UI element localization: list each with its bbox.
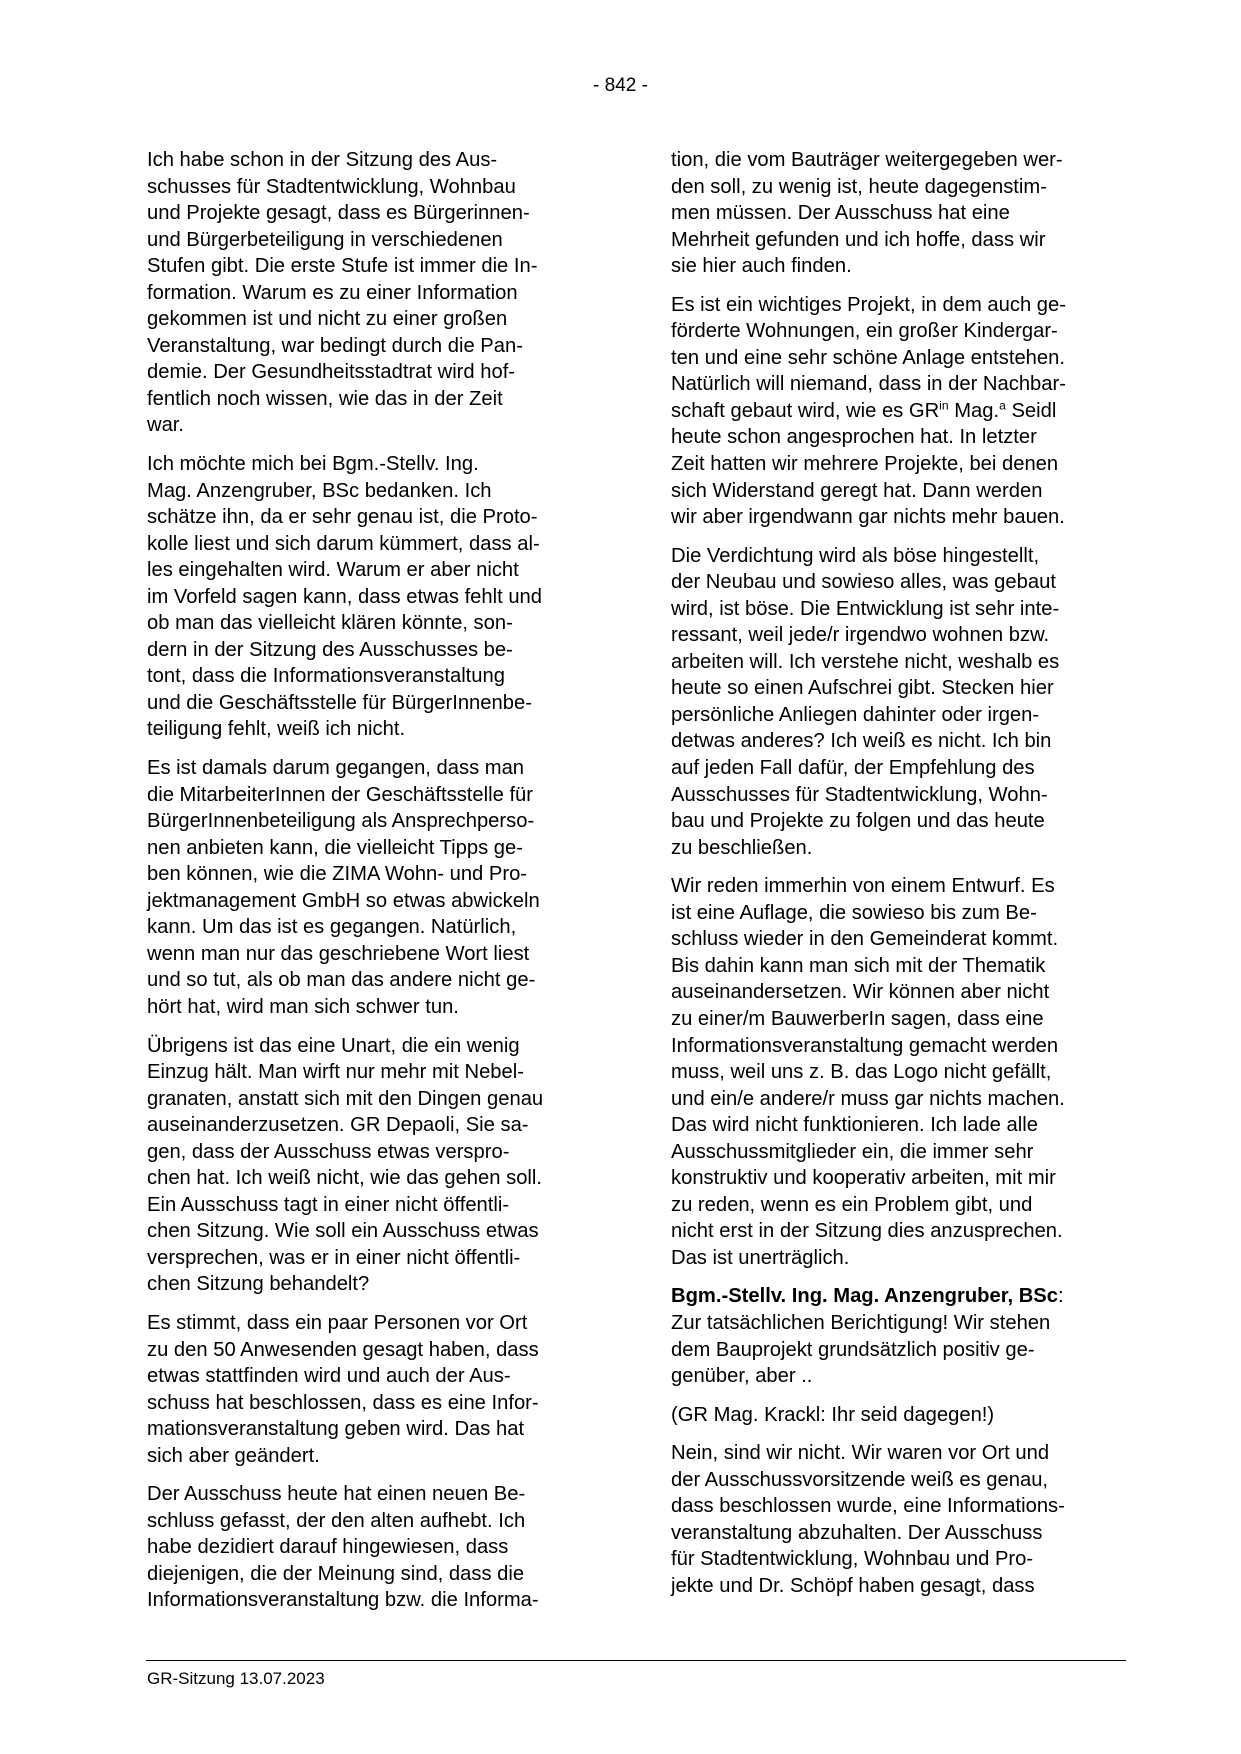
text-line: Natürlich will niemand, dass in der Nachbar- — [671, 373, 1066, 396]
text-line: Ausschussmitglieder ein, die immer sehr — [671, 1140, 1034, 1163]
paragraph — [147, 451, 601, 743]
text-line: wird, ist böse. Die Entwicklung ist sehr inte- — [671, 597, 1060, 620]
text-fragment: Seidl — [1005, 399, 1057, 422]
text-line: Ich möchte mich bei Bgm.-Stellv. Ing. — [147, 453, 479, 476]
text-line: Ausschusses für Stadtentwicklung, Wohn- — [671, 783, 1048, 806]
paragraph — [147, 755, 601, 1020]
text-line: schluss wieder in den Gemeinderat kommt. — [671, 928, 1059, 951]
text-line: den soll, zu wenig ist, heute dagegenstim- — [671, 175, 1047, 198]
text-fragment: schaft gebaut wird, wie es GR — [671, 399, 940, 422]
superscript: in — [939, 398, 949, 413]
footer-session-date: GR-Sitzung 13.07.2023 — [147, 1669, 325, 1688]
text-line: Mag. Anzengruber, BSc bedanken. Ich — [147, 479, 492, 502]
text-line: persönliche Anliegen dahinter oder irgen- — [671, 703, 1040, 726]
text-line: Zeit hatten wir mehrere Projekte, bei denen — [671, 453, 1059, 476]
paragraph — [671, 147, 1125, 280]
paragraph — [671, 1283, 1125, 1389]
text-line: gen, dass der Ausschuss etwas verspro- — [147, 1140, 510, 1163]
text-line: habe dezidiert darauf hingewiesen, dass — [147, 1536, 509, 1559]
text-line: und ein/e andere/r muss gar nichts machen. — [671, 1087, 1065, 1110]
text-line: und die Geschäftsstelle für BürgerInnenbe- — [147, 691, 532, 714]
text-line: heute so einen Aufschrei gibt. Stecken hier — [671, 677, 1054, 700]
text-line: Informationsveranstaltung gemacht werden — [671, 1034, 1059, 1057]
text-line: Es stimmt, dass ein paar Personen vor Ort — [147, 1311, 528, 1334]
text-line: chen hat. Ich weiß nicht, wie das gehen soll. — [147, 1167, 542, 1190]
text-line: wenn man nur das geschriebene Wort liest — [147, 942, 530, 965]
text-line: les eingehalten wird. Warum er aber nicht — [147, 559, 519, 582]
text-line: konstruktiv und kooperativ arbeiten, mit mir — [671, 1167, 1056, 1190]
text-line: kann. Um das ist es gegangen. Natürlich, — [147, 916, 517, 939]
text-line: detwas anderes? Ich weiß es nicht. Ich bin — [671, 730, 1052, 753]
text-line: granaten, anstatt sich mit den Dingen genau — [147, 1087, 544, 1110]
text-line: Veranstaltung, war bedingt durch die Pan- — [147, 334, 523, 357]
text-line: Übrigens ist das eine Unart, die ein wenig — [147, 1034, 520, 1057]
text-line: sich Widerstand geregt hat. Dann werden — [671, 479, 1043, 502]
text-line: Das wird nicht funktionieren. Ich lade alle — [671, 1114, 1038, 1137]
text-line: chen Sitzung behandelt? — [147, 1273, 370, 1296]
text-line: schusses für Stadtentwicklung, Wohnbau — [147, 175, 516, 198]
text-line: demie. Der Gesundheitsstadtrat wird hof- — [147, 361, 516, 384]
text-line: auf jeden Fall dafür, der Empfehlung des — [671, 757, 1035, 780]
text-line: Das ist unerträglich. — [671, 1246, 850, 1269]
text-fragment: Mag. — [948, 399, 1000, 422]
left-column — [147, 147, 601, 1614]
text-line: dem Bauprojekt grundsätzlich positiv ge- — [671, 1338, 1035, 1361]
text-line: formation. Warum es zu einer Information — [147, 281, 518, 304]
text-line: Informationsveranstaltung bzw. die Informa- — [147, 1589, 539, 1612]
text-line: muss, weil uns z. B. das Logo nicht gefällt, — [671, 1061, 1052, 1084]
text-line: jekte und Dr. Schöpf haben gesagt, dass — [671, 1574, 1035, 1597]
paragraph — [671, 292, 1125, 531]
text-line: schluss gefasst, der den alten aufhebt. Ich — [147, 1509, 526, 1532]
footer-divider — [146, 1660, 1126, 1661]
text-line: Zur tatsächlichen Berichtigung! Wir stehen — [671, 1311, 1051, 1334]
text-line: ob man das vielleicht klären könnte, son- — [147, 612, 513, 635]
text-line: Stufen gibt. Die erste Stufe ist immer die In- — [147, 255, 538, 278]
text-line: förderte Wohnungen, ein großer Kindergar- — [671, 320, 1058, 343]
text-line: zu reden, wenn es ein Problem gibt, und — [671, 1193, 1033, 1216]
text-line: ressant, weil jede/r irgendwo wohnen bzw. — [671, 624, 1050, 647]
text-line: dass beschlossen wurde, eine Informations- — [671, 1495, 1065, 1518]
text-line: heute schon angesprochen hat. In letzter — [671, 426, 1037, 449]
text-line: kolle liest und sich darum kümmert, dass al- — [147, 532, 540, 555]
text-line: für Stadtentwicklung, Wohnbau und Pro- — [671, 1548, 1034, 1571]
text-line: dern in der Sitzung des Ausschusses be- — [147, 638, 513, 661]
paragraph — [671, 1402, 1125, 1429]
speaker-name: Bgm.-Stellv. Ing. Mag. Anzengruber, BSc — [671, 1285, 1058, 1308]
text-line: hört hat, wird man sich schwer tun. — [147, 995, 459, 1018]
text-line: chen Sitzung. Wie soll ein Ausschuss etwas — [147, 1220, 539, 1243]
text-line: arbeiten will. Ich verstehe nicht, weshalb es — [671, 650, 1060, 673]
text-line: fentlich noch wissen, wie das in der Zeit — [147, 387, 503, 410]
text-line: sich aber geändert. — [147, 1444, 320, 1467]
text-line: etwas stattfinden wird und auch der Aus- — [147, 1365, 511, 1388]
text-line: auseinandersetzen. Wir können aber nicht — [671, 981, 1050, 1004]
superscript: a — [999, 398, 1006, 413]
text-line: im Vorfeld sagen kann, dass etwas fehlt und — [147, 585, 543, 608]
text-line: Bis dahin kann man sich mit der Thematik — [671, 954, 1046, 977]
text-line: teiligung fehlt, weiß ich nicht. — [147, 718, 406, 741]
text-line: die MitarbeiterInnen der Geschäftsstelle für — [147, 783, 533, 806]
text-line: war. — [147, 414, 185, 437]
text-line: nen anbieten kann, die vielleicht Tipps ge- — [147, 836, 523, 859]
text-line: veranstaltung abzuhalten. Der Ausschuss — [671, 1521, 1043, 1544]
text-line: Ein Ausschuss tagt in einer nicht öffentli- — [147, 1193, 510, 1216]
text-line: schätze ihn, da er sehr genau ist, die Proto- — [147, 506, 538, 529]
text-line: ten und eine sehr schöne Anlage entstehen. — [671, 346, 1065, 369]
paragraph — [147, 147, 601, 439]
text-line: Ich habe schon in der Sitzung des Aus- — [147, 149, 498, 171]
text-line: Der Ausschuss heute hat einen neuen Be- — [147, 1483, 526, 1506]
page-number: - 842 - — [593, 75, 648, 96]
right-column — [671, 147, 1125, 1599]
text-line: schuss hat beschlossen, dass es eine Infor- — [147, 1391, 539, 1414]
paragraph — [147, 1033, 601, 1298]
text-line: zu den 50 Anwesenden gesagt haben, dass — [147, 1338, 539, 1361]
text-line: Es ist ein wichtiges Projekt, in dem auch ge- — [671, 293, 1066, 316]
text-line: der Ausschussvorsitzende weiß es genau, — [671, 1468, 1049, 1491]
text-line: jektmanagement GmbH so etwas abwickeln — [147, 889, 540, 912]
text-line: men müssen. Der Ausschuss hat eine — [671, 202, 1010, 225]
paragraph — [147, 1310, 601, 1469]
text-line: mationsveranstaltung geben wird. Das hat — [147, 1418, 525, 1441]
text-line: gekommen ist und nicht zu einer großen — [147, 308, 508, 331]
text-line: Es ist damals darum gegangen, dass man — [147, 757, 525, 780]
text-line: zu beschließen. — [671, 836, 813, 859]
text-line: zu einer/m BauwerberIn sagen, dass eine — [671, 1007, 1044, 1030]
text-line: Nein, sind wir nicht. Wir waren vor Ort und — [671, 1442, 1050, 1465]
text-line: versprechen, was er in einer nicht öffentli- — [147, 1246, 521, 1269]
text-line — [671, 398, 1125, 425]
text-line: Einzug hält. Man wirft nur mehr mit Nebel- — [147, 1061, 524, 1084]
interjection: (GR Mag. Krackl: Ihr seid dagegen!) — [671, 1403, 995, 1426]
text-line: ben können, wie die ZIMA Wohn- und Pro- — [147, 863, 528, 886]
text-line: Wir reden immerhin von einem Entwurf. Es — [671, 875, 1055, 898]
text-line: sie hier auch finden. — [671, 255, 852, 278]
text-line — [671, 1283, 1125, 1310]
text-line: genüber, aber .. — [671, 1365, 813, 1388]
text-line: wir aber irgendwann gar nichts mehr bauen. — [671, 506, 1065, 529]
text-line: BürgerInnenbeteiligung als Ansprechperso- — [147, 810, 535, 833]
text-line: diejenigen, die der Meinung sind, dass die — [147, 1562, 525, 1585]
text-line: auseinanderzusetzen. GR Depaoli, Sie sa- — [147, 1114, 529, 1137]
text-line: und Bürgerbeteiligung in verschiedenen — [147, 228, 503, 251]
text-line: tont, dass die Informationsveranstaltung — [147, 665, 505, 688]
text-fragment: : — [1057, 1285, 1064, 1308]
text-line: bau und Projekte zu folgen und das heute — [671, 810, 1045, 833]
paragraph — [147, 1481, 601, 1614]
paragraph — [671, 1440, 1125, 1599]
paragraph — [671, 543, 1125, 862]
text-line: der Neubau und sowieso alles, was gebaut — [671, 571, 1056, 594]
text-line: tion, die vom Bauträger weitergegeben wer- — [671, 149, 1063, 171]
text-line: Die Verdichtung wird als böse hingestellt, — [671, 544, 1040, 567]
text-line: nicht erst in der Sitzung dies anzusprechen. — [671, 1220, 1063, 1243]
text-line: ist eine Auflage, die sowieso bis zum Be- — [671, 901, 1037, 924]
text-line: Mehrheit gefunden und ich hoffe, dass wir — [671, 228, 1046, 251]
text-line: und Projekte gesagt, dass es Bürgerinnen- — [147, 202, 530, 225]
paragraph — [671, 873, 1125, 1271]
text-line: und so tut, als ob man das andere nicht ge- — [147, 969, 536, 992]
